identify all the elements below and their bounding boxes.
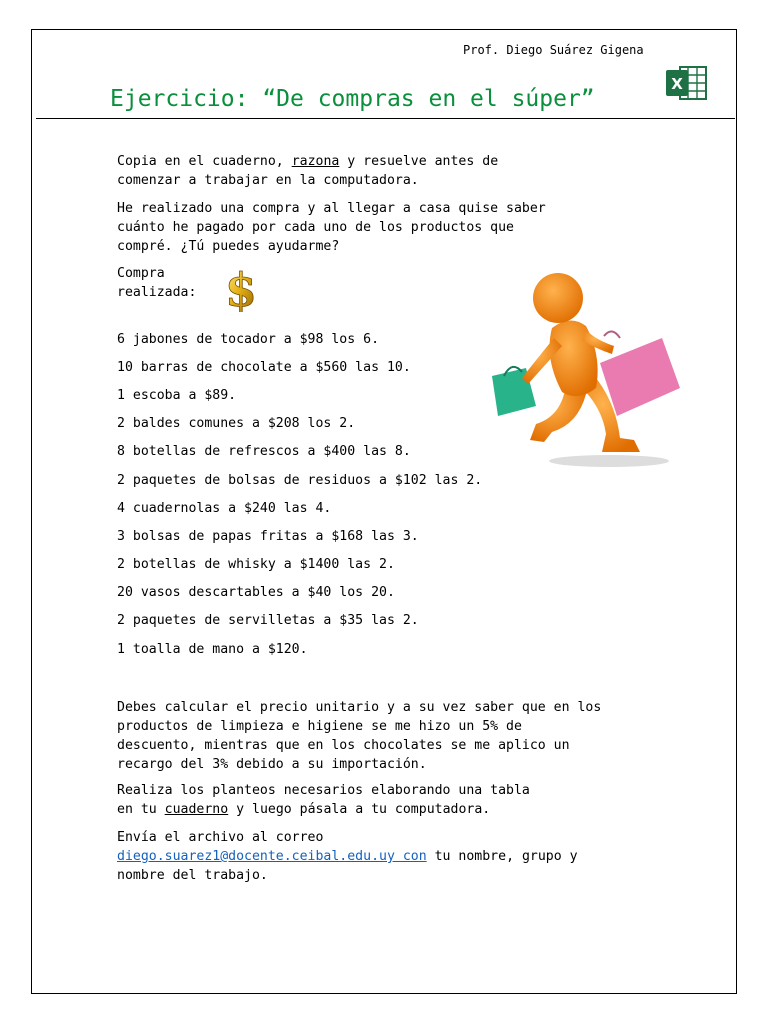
list-item: 3 bolsas de papas fritas a $168 las 3.	[117, 529, 419, 544]
outro-paragraph-1: Debes calcular el precio unitario y a su vez saber que en los productos de limpieza e higiene se me hizo un 5% de descuento, mientras que en los chocolates se me aplico un recargo del 3% debido a su importación.	[117, 700, 602, 772]
excel-icon	[664, 64, 708, 102]
intro-paragraph-2: He realizado una compra y al llegar a casa quise saber cuánto he pagado por cada uno de los productos que compré. ¿Tú puedes ayudarme?	[117, 201, 546, 254]
list-item: 2 baldes comunes a $208 los 2.	[117, 416, 356, 431]
svg-text:$: $	[224, 264, 258, 312]
compra-realizada-label: Compra realizada:	[117, 266, 197, 300]
list-item: 6 jabones de tocador a $98 los 6.	[117, 332, 380, 347]
list-item: 2 botellas de whisky a $1400 las 2.	[117, 557, 395, 572]
list-item: 1 toalla de mano a $120.	[117, 642, 308, 657]
shopper-illustration	[474, 256, 714, 496]
list-item: 10 barras de chocolate a $560 las 10.	[117, 360, 411, 375]
list-item: 2 paquetes de bolsas de residuos a $102 las 2.	[117, 473, 483, 488]
intro-paragraph-1: Copia en el cuaderno, razona y resuelve antes de comenzar a trabajar en la computadora.	[117, 154, 499, 188]
author-name: Prof. Diego Suárez Gigena	[463, 43, 644, 57]
email-link[interactable]: diego.suarez1@docente.ceibal.edu.uy con	[117, 849, 427, 864]
list-item: 8 botellas de refrescos a $400 las 8.	[117, 444, 411, 459]
exercise-title: Ejercicio: “De compras en el súper”	[110, 86, 595, 112]
list-item: 2 paquetes de servilletas a $35 las 2.	[117, 613, 419, 628]
title-divider	[36, 118, 735, 119]
list-item: 20 vasos descartables a $40 los 20.	[117, 585, 395, 600]
cuaderno-underlined: cuaderno	[164, 802, 229, 817]
svg-text:X: X	[671, 75, 683, 93]
razona-underlined: razona	[291, 154, 340, 169]
list-item: 1 escoba a $89.	[117, 388, 237, 403]
outro-paragraph-2: Realiza los planteos necesarios elaborando una tabla en tu cuaderno y luego pásala a tu computadora.	[117, 783, 530, 817]
list-item: 4 cuadernolas a $240 las 4.	[117, 501, 332, 516]
dollar-icon	[220, 264, 262, 312]
outro-paragraph-3: Envía el archivo al correo diego.suarez1@docente.ceibal.edu.uy con tu nombre, grupo y nombre del trabajo.	[117, 830, 578, 883]
